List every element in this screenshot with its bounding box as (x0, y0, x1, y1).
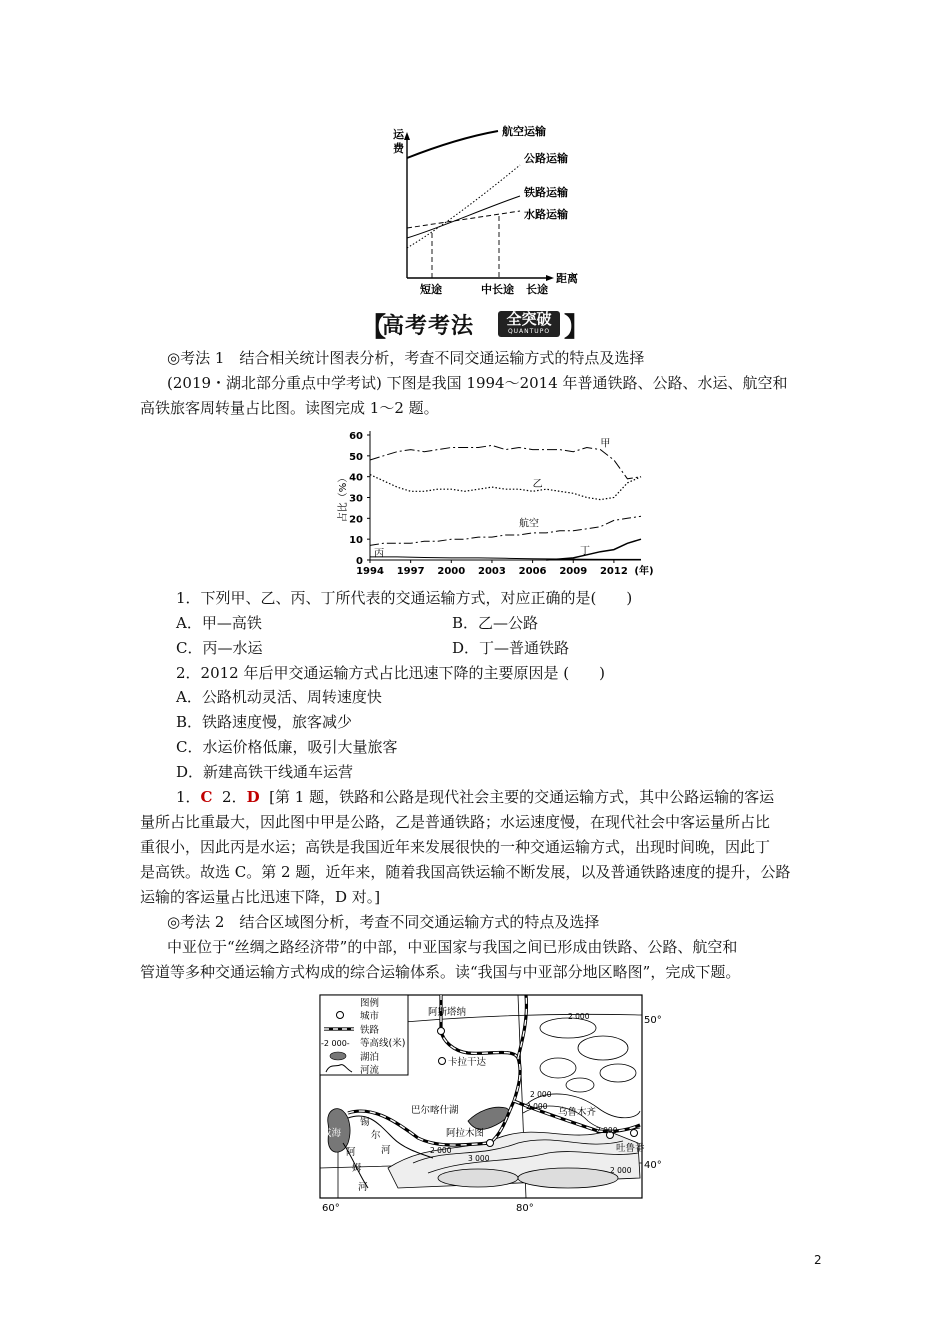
x-tick-label: 1994 (356, 566, 384, 577)
question-2-option-d: D．新建高铁干线通车运营 (176, 763, 354, 781)
question-2-option-a: A．公路机动灵活、周转速度快 (176, 688, 382, 706)
karaganda-city (439, 1058, 446, 1065)
y-tick-label: 30 (349, 493, 363, 505)
x-axis-label: (年) (634, 566, 654, 577)
label-astana: 阿斯塔纳 (428, 1007, 467, 1018)
banner-right-bracket: 】 (564, 313, 591, 343)
intro-1-line-2: 高铁旅客周转量占比图。读图完成 1～2 题。 (140, 399, 439, 417)
cost-y-label-2: 费 (393, 142, 404, 155)
question-1: 1．下列甲、乙、丙、丁所代表的交通运输方式，对应正确的是( ) (176, 589, 633, 607)
question-2: 2．2012 年后甲交通运输方式占比迅速下降的主要原因是 ( ) (176, 664, 605, 682)
x-tick-label: 2012 (599, 566, 628, 577)
question-2-option-c: C．水运价格低廉，吸引大量旅客 (176, 738, 398, 756)
method-1-heading: ◎考法 1 结合相关统计图表分析，考查不同交通运输方式的特点及选择 (167, 349, 645, 367)
question-1-option-c: C．丙—水运 (176, 639, 263, 657)
cost-y-arrow (404, 132, 410, 140)
lat-50-label: 50° (644, 1015, 662, 1026)
series-label-0: 甲 (600, 438, 611, 450)
label-balkhash: 巴尔喀什湖 (411, 1105, 459, 1116)
y-tick-label: 10 (349, 535, 363, 547)
x-tick-label: 1997 (396, 566, 425, 577)
label-amu-2: 姆 (352, 1163, 362, 1174)
y-tick-label: 60 (349, 431, 363, 442)
cost-x-arrow (546, 275, 554, 281)
label-amu-1: 阿 (346, 1147, 356, 1158)
intro-1-line-1: (2019・湖北部分重点中学考试) 下图是我国 1994～2014 年普通铁路、公路、水运、航空和 (167, 374, 788, 392)
intro-2-line-1: 中亚位于“丝绸之路经济带”的中部，中亚国家与我国之间已形成由铁路、公路、航空和 (167, 938, 738, 956)
answer-1-key: C (200, 788, 213, 806)
x-tick-label: 2003 (478, 566, 506, 577)
y-tick-label: 20 (349, 514, 363, 526)
contour-label-1: 2 000 (568, 1012, 590, 1021)
series-label-2: 航空 (519, 518, 540, 530)
long-distance-tick: 长途 (526, 283, 548, 296)
series-line-1 (370, 475, 641, 500)
turpan-city (631, 1130, 638, 1137)
label-syr-2: 尔 (371, 1130, 381, 1141)
water-transport-label: 水路运输 (524, 208, 568, 221)
series-label-1: 乙 (532, 479, 543, 491)
contour-label-6: 3 000 (468, 1154, 490, 1163)
air-transport-line (407, 131, 498, 158)
label-syr-1: 锡 (360, 1117, 370, 1128)
y-tick-label: 40 (349, 472, 363, 484)
cost-y-label-1: 运 (393, 128, 404, 141)
legend-contour: 等高线(米) (360, 1038, 406, 1049)
label-syr-3: 河 (381, 1145, 391, 1156)
answer-explanation-start: [第 1 题，铁路和公路是现代社会主要的交通运输方式，其中公路运输的客运 (269, 788, 775, 806)
label-aral-sea: 咸海 (322, 1128, 342, 1139)
banner-left-bracket: 【 (360, 313, 387, 343)
series-line-3 (370, 557, 641, 560)
x-tick-label: 2000 (437, 566, 466, 577)
legend-railway: 铁路 (360, 1025, 380, 1036)
water-transport-line (407, 211, 520, 228)
central-asia-map (318, 993, 668, 1215)
question-1-option-a: A．甲—高铁 (176, 614, 262, 632)
answer-1-number: 1． (176, 788, 201, 806)
answer-line-5: 运输的客运量占比迅速下降，D 对。] (140, 888, 381, 906)
transport-cost-chart (380, 120, 610, 298)
legend-title: 图例 (360, 998, 380, 1009)
legend-city-icon (337, 1012, 344, 1019)
legend-lake: 湖泊 (360, 1052, 380, 1063)
answer-line-4: 是高铁。故选 C。第 2 题，近年来，随着我国高铁运输不断发展，以及普通铁路速度的提升，公路 (140, 863, 791, 881)
contour-label-5: 2 000 (430, 1146, 452, 1155)
label-almaty: 阿拉木图 (446, 1128, 485, 1139)
medium-distance-tick: 中长途 (481, 283, 514, 296)
contour-label-4: 2 000 (596, 1126, 618, 1135)
road-transport-line (407, 165, 520, 248)
rail-transport-label: 铁路运输 (524, 186, 568, 199)
question-1-option-d: D．丁—普通铁路 (452, 639, 570, 657)
answer-2-key: D (246, 788, 260, 806)
banner-title: 高考考法 (382, 314, 475, 339)
answer-line-1 (176, 786, 774, 808)
intro-2-line-2: 管道等多种交通运输方式构成的综合运输体系。读“我国与中亚部分地区略图”，完成下题。 (140, 963, 741, 981)
answer-line-2: 量所占比重最大，因此图中甲是公路，乙是普通铁路；水运速度慢，在现代社会中客运量所占比 (140, 813, 771, 831)
label-amu-3: 河 (358, 1182, 368, 1193)
air-transport-label: 航空运输 (502, 125, 546, 138)
banner-badge-subtext: QUANTUPO (507, 328, 551, 335)
cost-x-label: 距离 (556, 272, 578, 285)
lon-60-label: 60° (322, 1203, 340, 1214)
question-1-option-b: B．乙—公路 (452, 614, 539, 632)
lon-80-label: 80° (516, 1203, 534, 1214)
series-line-4 (546, 539, 641, 560)
legend-lake-icon (330, 1052, 346, 1060)
x-tick-label: 2006 (518, 566, 547, 577)
question-2-option-b: B．铁路速度慢，旅客减少 (176, 713, 353, 731)
astana-city (438, 1028, 445, 1035)
road-transport-label: 公路运输 (524, 152, 568, 165)
answer-2-number: 2． (222, 788, 247, 806)
series-label-4: 丁 (580, 545, 591, 557)
lat-40-label: 40° (644, 1160, 662, 1171)
legend-contour-icon: -2 000- (321, 1039, 350, 1048)
section-banner (360, 309, 592, 343)
legend-river: 河流 (360, 1065, 380, 1076)
page-number: 2 (814, 1253, 822, 1267)
rail-transport-line (407, 196, 520, 238)
legend-city: 城市 (360, 1011, 380, 1022)
banner-badge (498, 311, 560, 337)
series-line-0 (370, 445, 641, 478)
banner-badge-text: 全突破 (506, 310, 552, 328)
contour-label-7: 2 000 (610, 1166, 632, 1175)
label-urumqi: 乌鲁木齐 (558, 1107, 597, 1118)
passenger-share-chart (326, 425, 666, 580)
y-axis-label: 占比（%） (338, 472, 349, 523)
label-turpan: 吐鲁番 (616, 1143, 645, 1154)
short-distance-tick: 短途 (420, 283, 442, 296)
answer-line-3: 重很小，因此丙是水运；高铁是我国近年来发展很快的一种交通运输方式，出现时间晚，因此丁 (140, 838, 771, 856)
series-label-3: 丙 (374, 548, 385, 560)
label-karaganda: 卡拉干达 (448, 1057, 487, 1068)
x-tick-label: 2009 (559, 566, 588, 577)
method-2-heading: ◎考法 2 结合区域图分析，考查不同交通运输方式的特点及选择 (167, 913, 600, 931)
contour-label-2: 2 000 (530, 1090, 552, 1099)
series-line-2 (370, 516, 641, 545)
almaty-city (487, 1140, 494, 1147)
y-tick-label: 0 (356, 556, 363, 567)
contour-label-3: 2 000 (526, 1102, 548, 1111)
y-tick-label: 50 (349, 451, 363, 463)
